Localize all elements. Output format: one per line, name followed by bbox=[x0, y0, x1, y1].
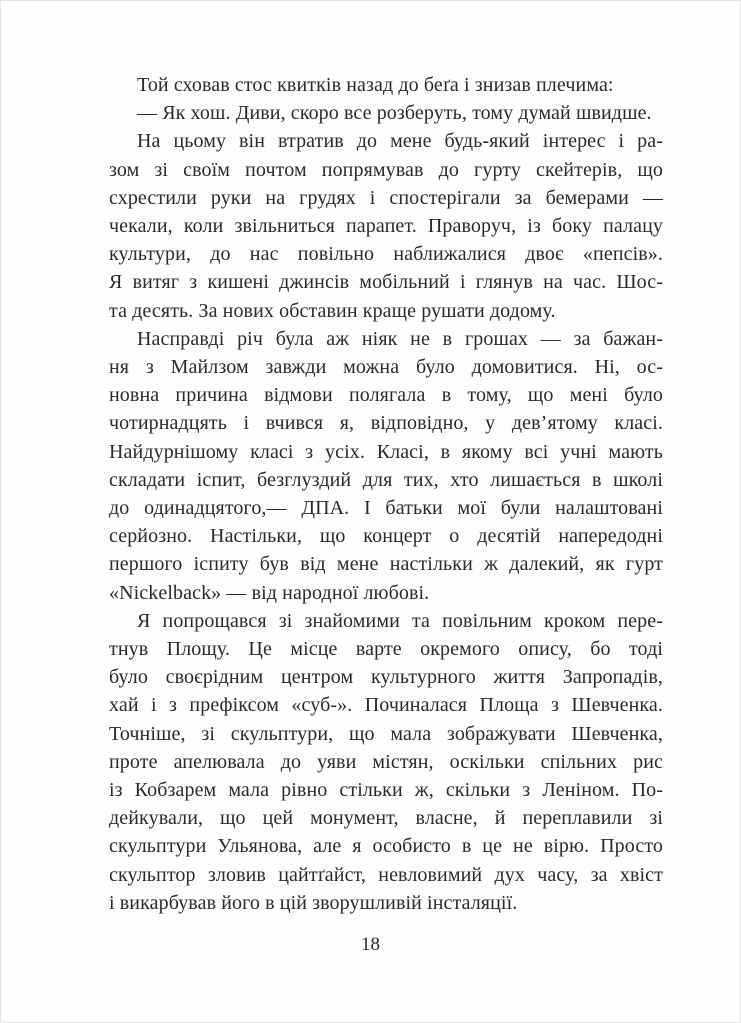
text-line: новна причина відмови полягала в тому, що мені було bbox=[109, 384, 663, 407]
text-line: Я витяг з кишені джинсів мобільний і глянув на час. Шос- bbox=[109, 271, 663, 294]
page-number: 18 bbox=[361, 934, 380, 955]
text-line: зом зі своїм почтом попрямував до гурту скейтерів, що bbox=[109, 158, 663, 181]
text-line: «Nickelback» — від народної любові. bbox=[109, 581, 430, 604]
paragraph bbox=[109, 127, 663, 324]
text-line: серйозно. Настільки, що концерт о десятій напередодні bbox=[109, 525, 663, 548]
text-line: Точніше, зі скульптури, що мала зображувати Шевченка, bbox=[109, 722, 663, 745]
text-line: Найдурнішому класі з усіх. Класі, в якому всі учні мають bbox=[109, 440, 663, 463]
text-line: культури, до нас повільно наближалися двоє «пепсів». bbox=[109, 243, 663, 266]
text-line: схрестили руки на грудях і спостерігали за бемерами — bbox=[109, 186, 663, 209]
body-text bbox=[109, 71, 663, 917]
text-line: скульптор зловив цайтґайст, невловимий дух часу, за хвіст bbox=[109, 863, 663, 886]
text-line: дейкували, що цей монумент, власне, й переплавили зі bbox=[109, 807, 663, 830]
text-line: складати іспит, безглуздий для тих, хто лишається в школі bbox=[109, 468, 663, 491]
text-line: та десять. За нових обставин краще рушати додому. bbox=[109, 299, 556, 322]
paragraph bbox=[109, 99, 663, 127]
text-line: тнув Площу. Це місце варте окремого опису, бо тоді bbox=[109, 638, 663, 661]
text-line: Я попрощався зі знайомими та повільним кроком пере- bbox=[137, 609, 663, 632]
text-line: до одинадцятого,— ДПА. І батьки мої були налаштовані bbox=[109, 497, 663, 520]
text-line: ня з Майлзом завжди можна було домовитися. Ні, ос- bbox=[109, 356, 663, 379]
paragraph bbox=[109, 325, 663, 607]
text-line: Насправді річ була аж ніяк не в грошах — за бажан- bbox=[137, 327, 663, 350]
paragraph bbox=[109, 607, 663, 917]
text-line: Той сховав стос квитків назад до беґа і знизав плечима: bbox=[137, 74, 614, 96]
paragraph bbox=[109, 71, 663, 99]
text-line: хай і з префіксом «суб-». Починалася Площа з Шевченка. bbox=[109, 694, 663, 717]
text-line: — Як хош. Диви, скоро все розберуть, тому думай швидше. bbox=[137, 102, 652, 125]
text-line: чотирнадцять і вчився я, відповідно, у дев’ятому класі. bbox=[109, 412, 663, 435]
text-line: із Кобзарем мала рівно стільки ж, скільки з Леніном. По- bbox=[109, 779, 663, 802]
text-line: було своєрідним центром культурного життя Запропадів, bbox=[109, 666, 663, 689]
text-line: першого іспиту був від мене настільки ж далекий, як гурт bbox=[109, 553, 663, 576]
text-line: На цьому він втратив до мене будь-який інтерес і ра- bbox=[137, 130, 663, 153]
text-line: проте апелювала до уяви містян, оскільки спільних рис bbox=[109, 750, 663, 773]
text-line: і викарбував його в цій зворушливій інсталяції. bbox=[109, 891, 518, 914]
text-line: скульптури Ульянова, але я особисто в це не вірю. Просто bbox=[109, 835, 663, 858]
text-line: чекали, коли звільниться парапет. Праворуч, із боку палацу bbox=[109, 215, 663, 238]
